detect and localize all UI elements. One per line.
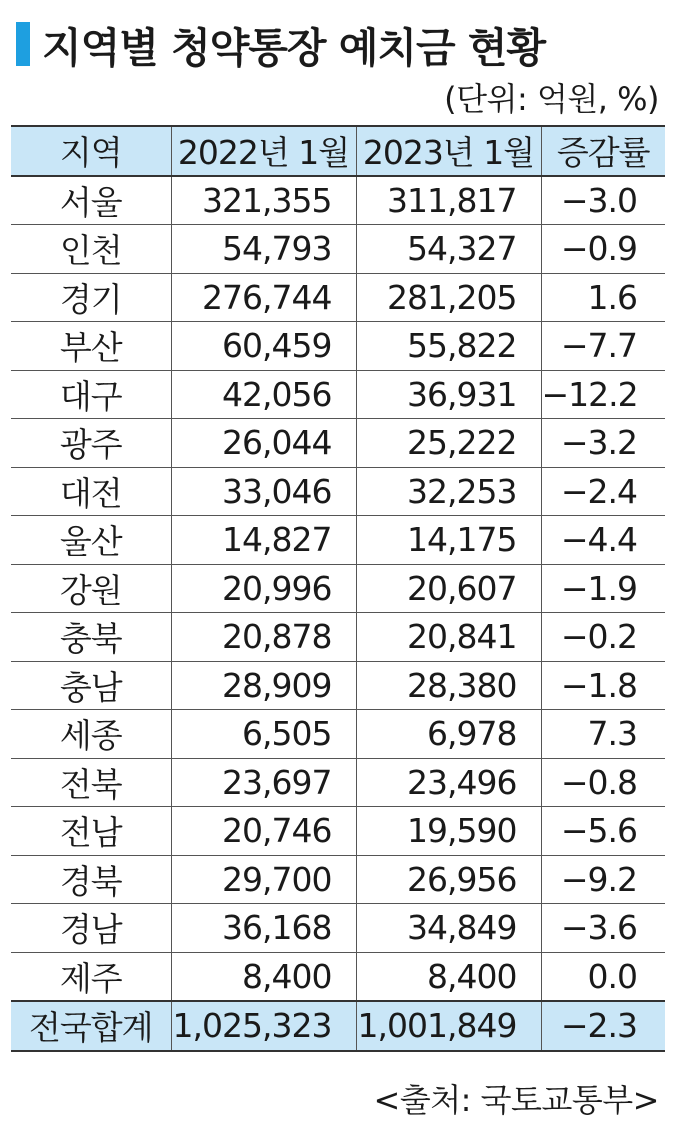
value-2022-cell: 28,909 <box>171 661 356 710</box>
table-row <box>11 273 665 322</box>
region-cell: 대구 <box>11 370 171 419</box>
total-rate: −2.3 <box>541 1001 665 1051</box>
value-2022-cell: 42,056 <box>171 370 356 419</box>
region-cell: 서울 <box>11 176 171 225</box>
region-cell: 전남 <box>11 807 171 856</box>
rate-cell: −2.4 <box>541 467 665 516</box>
table-row <box>11 225 665 274</box>
rate-cell: 1.6 <box>541 273 665 322</box>
deposit-table <box>11 125 665 1052</box>
region-cell: 광주 <box>11 419 171 468</box>
table-row <box>11 613 665 662</box>
value-2023-cell: 34,849 <box>356 904 541 953</box>
table-row <box>11 516 665 565</box>
region-cell: 세종 <box>11 710 171 759</box>
value-2022-cell: 6,505 <box>171 710 356 759</box>
table-row <box>11 661 665 710</box>
table-row <box>11 322 665 371</box>
rate-cell: −9.2 <box>541 855 665 904</box>
total-2023: 1,001,849 <box>356 1001 541 1051</box>
value-2022-cell: 60,459 <box>171 322 356 371</box>
total-region: 전국합계 <box>11 1001 171 1051</box>
column-header-rate: 증감률 <box>541 126 665 176</box>
value-2023-cell: 6,978 <box>356 710 541 759</box>
value-2023-cell: 55,822 <box>356 322 541 371</box>
value-2022-cell: 26,044 <box>171 419 356 468</box>
table-row <box>11 419 665 468</box>
region-cell: 경남 <box>11 904 171 953</box>
value-2023-cell: 20,607 <box>356 564 541 613</box>
value-2022-cell: 33,046 <box>171 467 356 516</box>
value-2022-cell: 321,355 <box>171 176 356 225</box>
value-2023-cell: 32,253 <box>356 467 541 516</box>
value-2022-cell: 20,878 <box>171 613 356 662</box>
source-note: <출처: 국토교통부> <box>373 1081 659 1119</box>
rate-cell: −1.8 <box>541 661 665 710</box>
value-2022-cell: 23,697 <box>171 758 356 807</box>
value-2022-cell: 36,168 <box>171 904 356 953</box>
table-header-row <box>11 126 665 176</box>
table-row <box>11 467 665 516</box>
value-2023-cell: 19,590 <box>356 807 541 856</box>
rate-cell: −0.2 <box>541 613 665 662</box>
rate-cell: −7.7 <box>541 322 665 371</box>
value-2023-cell: 26,956 <box>356 855 541 904</box>
value-2022-cell: 276,744 <box>171 273 356 322</box>
region-cell: 충남 <box>11 661 171 710</box>
value-2022-cell: 29,700 <box>171 855 356 904</box>
value-2022-cell: 8,400 <box>171 952 356 1001</box>
table-row <box>11 370 665 419</box>
region-cell: 인천 <box>11 225 171 274</box>
table-row <box>11 855 665 904</box>
column-header-region: 지역 <box>11 126 171 176</box>
rate-cell: −3.6 <box>541 904 665 953</box>
table-row <box>11 758 665 807</box>
rate-cell: −4.4 <box>541 516 665 565</box>
table-row-total <box>11 1001 665 1051</box>
title-row <box>16 18 545 70</box>
unit-label: (단위: 억원, %) <box>444 80 659 118</box>
table-row <box>11 904 665 953</box>
region-cell: 전북 <box>11 758 171 807</box>
rate-cell: −3.0 <box>541 176 665 225</box>
rate-cell: 7.3 <box>541 710 665 759</box>
page-title: 지역별 청약통장 예치금 현황 <box>42 23 546 72</box>
value-2022-cell: 14,827 <box>171 516 356 565</box>
value-2022-cell: 54,793 <box>171 225 356 274</box>
table-row <box>11 807 665 856</box>
region-cell: 제주 <box>11 952 171 1001</box>
table-body <box>11 176 665 1051</box>
table-row <box>11 176 665 225</box>
rate-cell: −0.8 <box>541 758 665 807</box>
table-row <box>11 564 665 613</box>
rate-cell: −1.9 <box>541 564 665 613</box>
value-2023-cell: 8,400 <box>356 952 541 1001</box>
value-2022-cell: 20,746 <box>171 807 356 856</box>
region-cell: 충북 <box>11 613 171 662</box>
column-header-2023: 2023년 1월 <box>356 126 541 176</box>
value-2023-cell: 54,327 <box>356 225 541 274</box>
value-2023-cell: 20,841 <box>356 613 541 662</box>
value-2023-cell: 23,496 <box>356 758 541 807</box>
total-2022: 1,025,323 <box>171 1001 356 1051</box>
title-marker <box>16 22 30 66</box>
region-cell: 경기 <box>11 273 171 322</box>
rate-cell: −0.9 <box>541 225 665 274</box>
rate-cell: −12.2 <box>541 370 665 419</box>
value-2022-cell: 20,996 <box>171 564 356 613</box>
region-cell: 대전 <box>11 467 171 516</box>
value-2023-cell: 28,380 <box>356 661 541 710</box>
column-header-2022: 2022년 1월 <box>171 126 356 176</box>
value-2023-cell: 36,931 <box>356 370 541 419</box>
rate-cell: 0.0 <box>541 952 665 1001</box>
value-2023-cell: 281,205 <box>356 273 541 322</box>
value-2023-cell: 311,817 <box>356 176 541 225</box>
value-2023-cell: 14,175 <box>356 516 541 565</box>
rate-cell: −3.2 <box>541 419 665 468</box>
table-row <box>11 710 665 759</box>
region-cell: 강원 <box>11 564 171 613</box>
region-cell: 부산 <box>11 322 171 371</box>
region-cell: 경북 <box>11 855 171 904</box>
rate-cell: −5.6 <box>541 807 665 856</box>
value-2023-cell: 25,222 <box>356 419 541 468</box>
region-cell: 울산 <box>11 516 171 565</box>
table-row <box>11 952 665 1001</box>
